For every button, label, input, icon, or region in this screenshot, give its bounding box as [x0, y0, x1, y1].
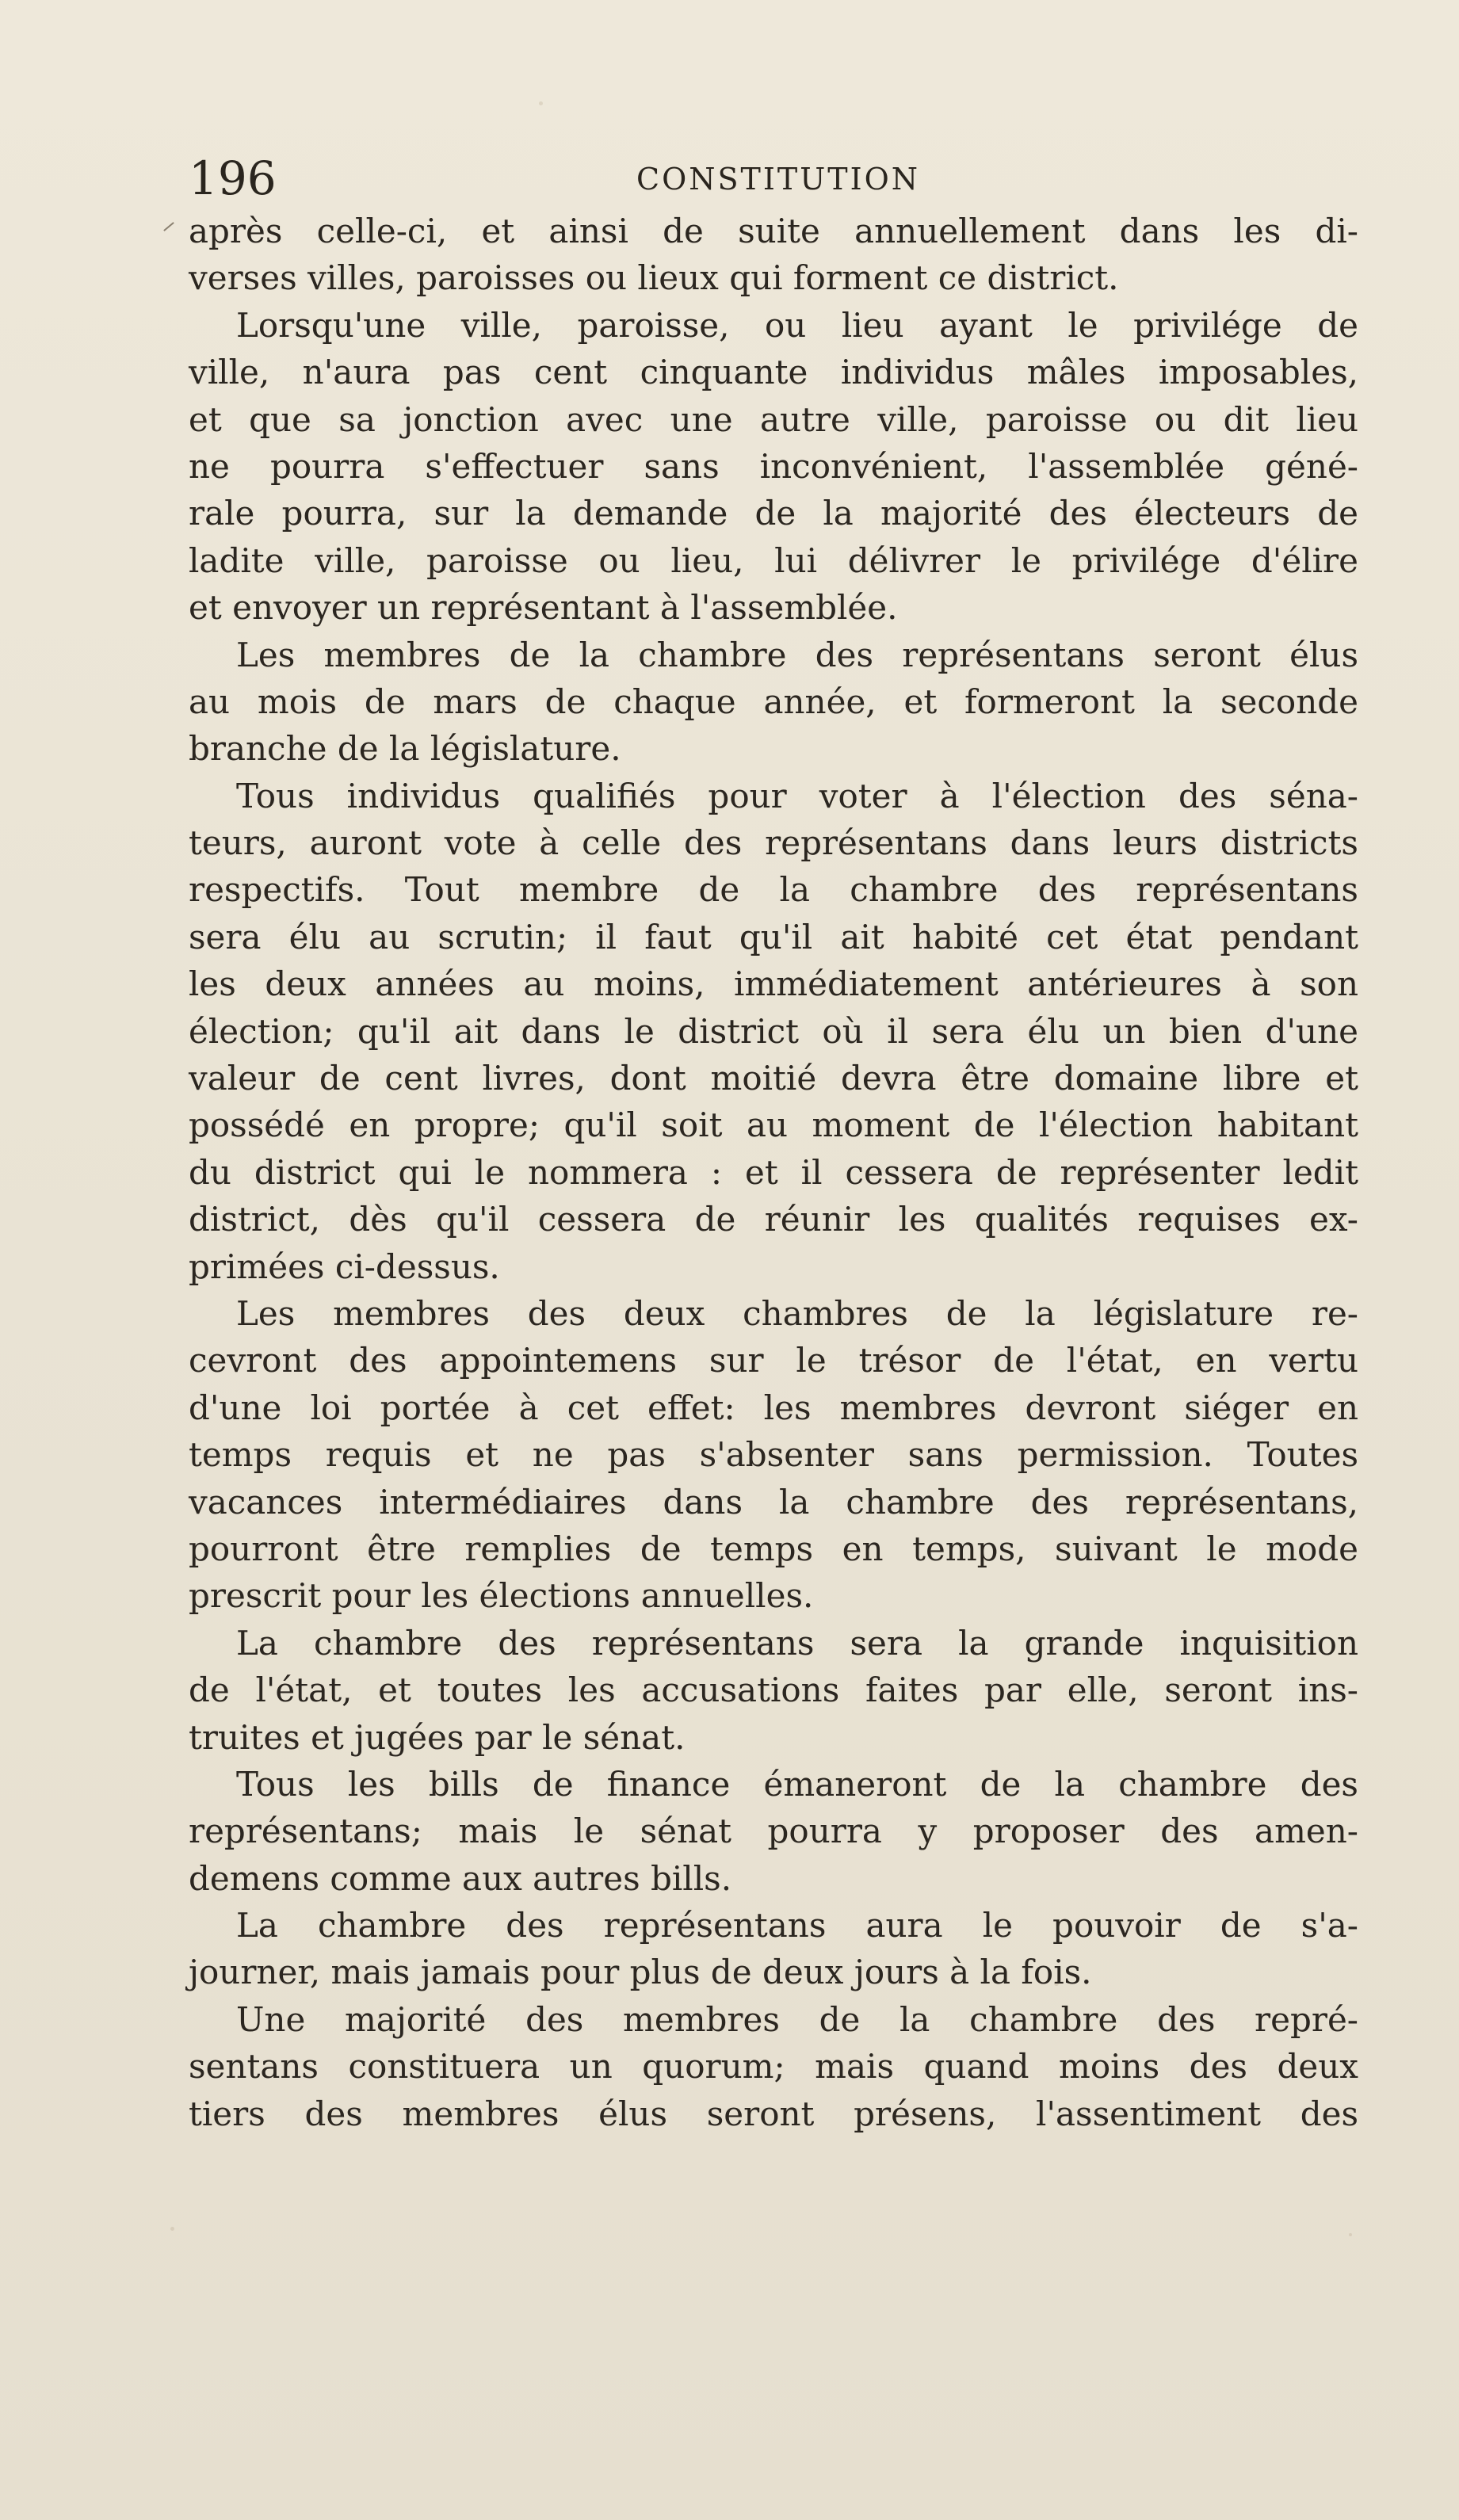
body-text: [189, 208, 1358, 2137]
text-line: ville, n'aura pas cent cinquante individus mâles imposables,: [189, 353, 1358, 392]
text-line: d'une loi portée à cet effet: les membres devront siéger en: [189, 1388, 1358, 1427]
text-line: de l'état, et toutes les accusations faites par elle, seront ins-: [189, 1670, 1358, 1710]
text-line: demens comme aux autres bills.: [189, 1858, 732, 1898]
margin-mark: [163, 222, 174, 231]
text-line: sera élu au scrutin; il faut qu'il ait habité cet état pendant: [189, 917, 1358, 956]
running-title: CONSTITUTION: [636, 162, 920, 197]
text-line: verses villes, paroisses ou lieux qui forment ce district.: [189, 258, 1119, 298]
text-line: sentans constituera un quorum; mais quand moins des deux: [189, 2047, 1358, 2087]
text-line: respectifs. Tout membre de la chambre des représentans: [189, 870, 1358, 910]
text-line: Les membres de la chambre des représentans seront élus: [236, 635, 1358, 674]
text-line: et envoyer un représentant à l'assemblée.: [189, 588, 898, 628]
text-line: au mois de mars de chaque année, et formeront la seconde: [189, 682, 1358, 721]
text-line: Une majorité des membres de la chambre des repré-: [236, 1999, 1358, 2039]
text-line: cevront des appointemens sur le trésor de l'état, en vertu: [189, 1341, 1358, 1380]
text-line: les deux années au moins, immédiatement antérieures à son: [189, 964, 1358, 1004]
text-line: Lorsqu'une ville, paroisse, ou lieu ayant le privilége de: [236, 305, 1358, 345]
text-line: La chambre des représentans sera la grande inquisition: [236, 1623, 1358, 1663]
text-line: temps requis et ne pas s'absenter sans permission. Toutes: [189, 1435, 1358, 1475]
text-line: après celle-ci, et ainsi de suite annuellement dans les di-: [189, 212, 1358, 250]
text-line: pourront être remplies de temps en temps, suivant le mode: [189, 1529, 1358, 1568]
text-line: du district qui le nommera : et il cessera de représenter ledit: [189, 1152, 1358, 1192]
text-line: rale pourra, sur la demande de la majorité des électeurs de: [189, 494, 1358, 533]
paper-spot: [170, 2227, 174, 2231]
text-line: Les membres des deux chambres de la législature re-: [236, 1293, 1358, 1333]
page-number: 196: [189, 151, 277, 205]
text-line: Tous les bills de finance émaneront de la chambre des: [236, 1764, 1358, 1804]
text-line: branche de la législature.: [189, 729, 621, 769]
text-line: élection; qu'il ait dans le district où il sera élu un bien d'une: [189, 1011, 1358, 1051]
text-line: et que sa jonction avec une autre ville, paroisse ou dit lieu: [189, 399, 1358, 439]
text-line: représentans; mais le sénat pourra y proposer des amen-: [189, 1812, 1358, 1851]
text-line: tiers des membres élus seront présens, l'assentiment des: [189, 2094, 1358, 2133]
text-line: journer, mais jamais pour plus de deux jours à la fois.: [189, 1953, 1092, 1992]
text-line: valeur de cent livres, dont moitié devra être domaine libre et: [189, 1059, 1358, 1098]
text-line: La chambre des représentans aura le pouvoir de s'a-: [236, 1906, 1358, 1945]
text-line: possédé en propre; qu'il soit au moment de l'élection habitant: [189, 1105, 1358, 1145]
text-line: teurs, auront vote à celle des représentans dans leurs districts: [189, 823, 1358, 863]
text-line: vacances intermédiaires dans la chambre des représentans,: [189, 1482, 1358, 1522]
text-line: district, dès qu'il cessera de réunir les qualités requises ex-: [189, 1200, 1358, 1239]
text-line: prescrit pour les élections annuelles.: [189, 1576, 814, 1616]
text-line: ne pourra s'effectuer sans inconvénient, l'assemblée géné-: [189, 446, 1358, 486]
text-line: primées ci-dessus.: [189, 1247, 500, 1286]
paper-spot: [1349, 2233, 1352, 2236]
page-header: [189, 151, 1358, 206]
text-line: ladite ville, paroisse ou lieu, lui délivrer le privilége d'élire: [189, 540, 1358, 580]
text-line: truites et jugées par le sénat.: [189, 1717, 686, 1757]
text-line: Tous individus qualifiés pour voter à l'élection des séna-: [236, 776, 1358, 815]
paper-spot: [539, 101, 543, 105]
